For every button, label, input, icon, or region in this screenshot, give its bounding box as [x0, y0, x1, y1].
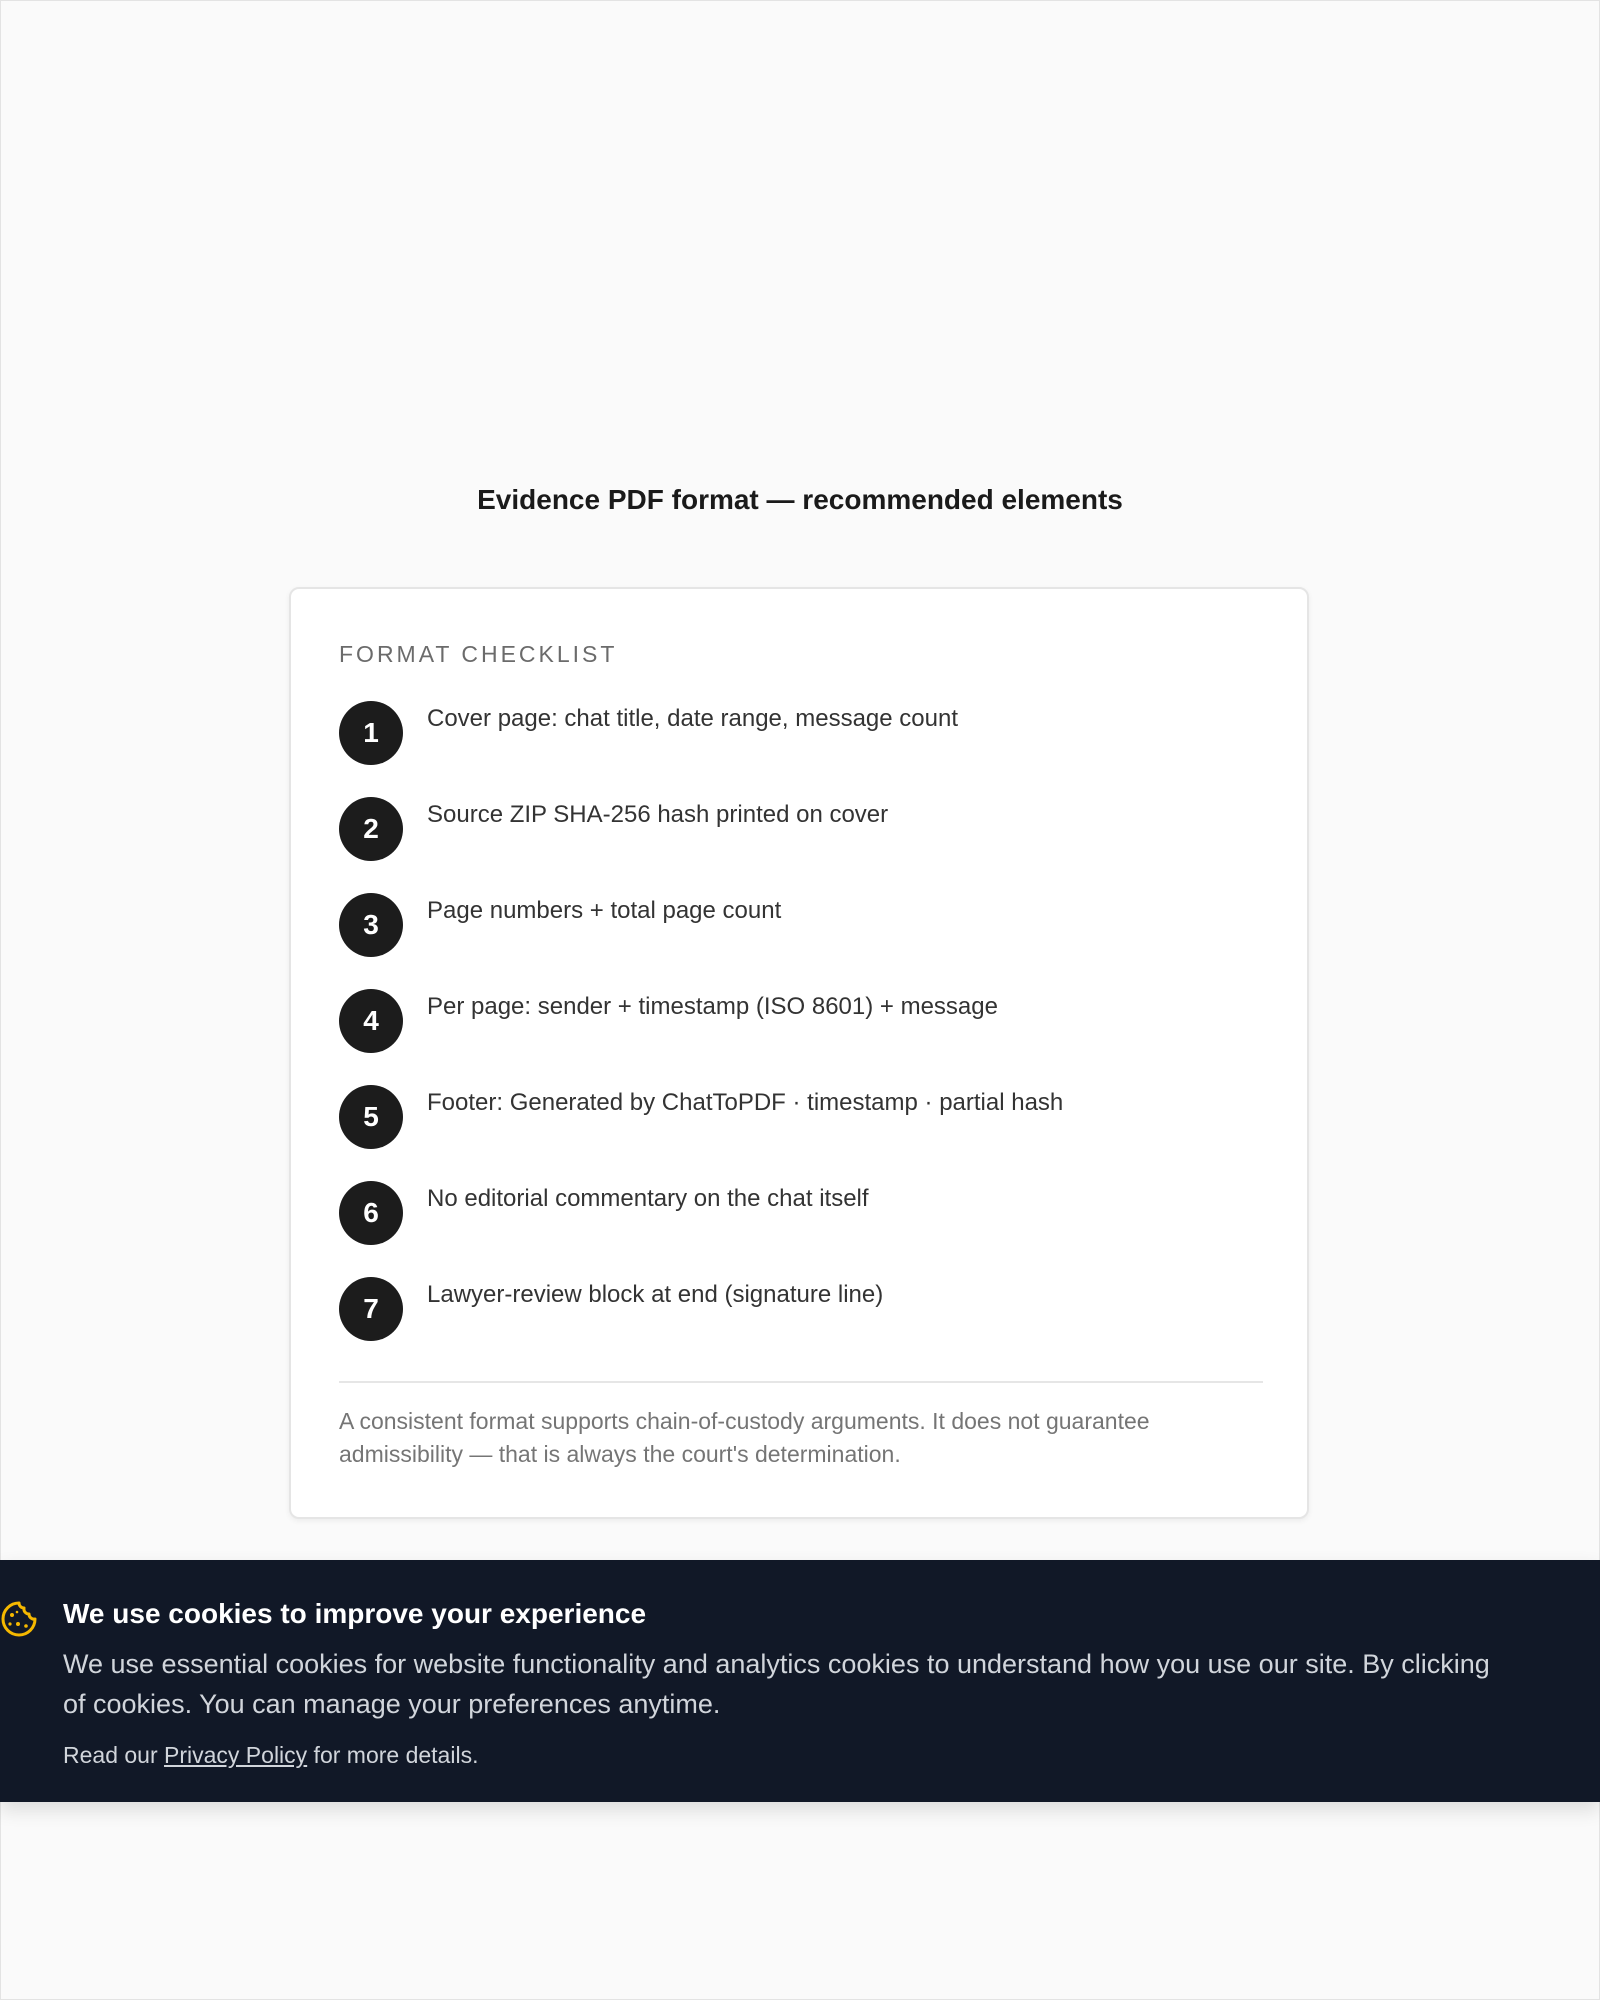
- checklist-item: [339, 989, 1263, 1085]
- cookie-banner: [0, 1560, 1600, 1802]
- checklist-item-text: Cover page: chat title, date range, message count: [427, 705, 958, 732]
- cookie-body-line: We use essential cookies for website functionality and analytics cookies to understand how you use our site. By clicking: [63, 1649, 1490, 1679]
- checklist-item: [339, 1085, 1263, 1181]
- checklist-item: [339, 1277, 1263, 1373]
- checklist-item-text: Lawyer-review block at end (signature line): [427, 1281, 884, 1308]
- checklist-item: [339, 1181, 1263, 1277]
- cookie-icon: [0, 1600, 38, 1638]
- cookie-footer-suffix: for more details.: [307, 1742, 479, 1768]
- step-number-badge: 2: [339, 797, 403, 861]
- cookie-banner-body: [63, 1644, 1600, 1724]
- checklist-item: [339, 797, 1263, 893]
- step-number-badge: 7: [339, 1277, 403, 1341]
- disclaimer-note: A consistent format supports chain-of-custody arguments. It does not guarantee admissibility — that is always the court's determination.: [339, 1408, 1150, 1467]
- cookie-banner-footer: [63, 1742, 478, 1769]
- cookie-body-line: of cookies. You can manage your preferences anytime.: [63, 1689, 721, 1719]
- format-checklist-card: [289, 587, 1309, 1519]
- step-number-badge: 5: [339, 1085, 403, 1149]
- step-number-badge: 1: [339, 701, 403, 765]
- page-title: Evidence PDF format — recommended elements: [477, 484, 1123, 515]
- checklist-item-text: Page numbers + total page count: [427, 897, 782, 924]
- checklist-item-text: Footer: Generated by ChatToPDF · timestamp · partial hash: [427, 1089, 1064, 1116]
- privacy-policy-link[interactable]: Privacy Policy: [164, 1742, 308, 1768]
- cookie-footer-prefix: Read our: [63, 1742, 165, 1768]
- checklist-item-text: Per page: sender + timestamp (ISO 8601) + message: [427, 993, 998, 1020]
- card-heading: FORMAT CHECKLIST: [339, 641, 618, 667]
- step-number-badge: 3: [339, 893, 403, 957]
- checklist: [339, 701, 1263, 1373]
- checklist-item-text: Source ZIP SHA-256 hash printed on cover: [427, 801, 889, 828]
- cookie-banner-title: We use cookies to improve your experience: [63, 1598, 647, 1629]
- step-number-badge: 4: [339, 989, 403, 1053]
- checklist-item: [339, 701, 1263, 797]
- divider: [339, 1381, 1263, 1383]
- step-number-badge: 6: [339, 1181, 403, 1245]
- checklist-item: [339, 893, 1263, 989]
- checklist-item-text: No editorial commentary on the chat itself: [427, 1185, 869, 1212]
